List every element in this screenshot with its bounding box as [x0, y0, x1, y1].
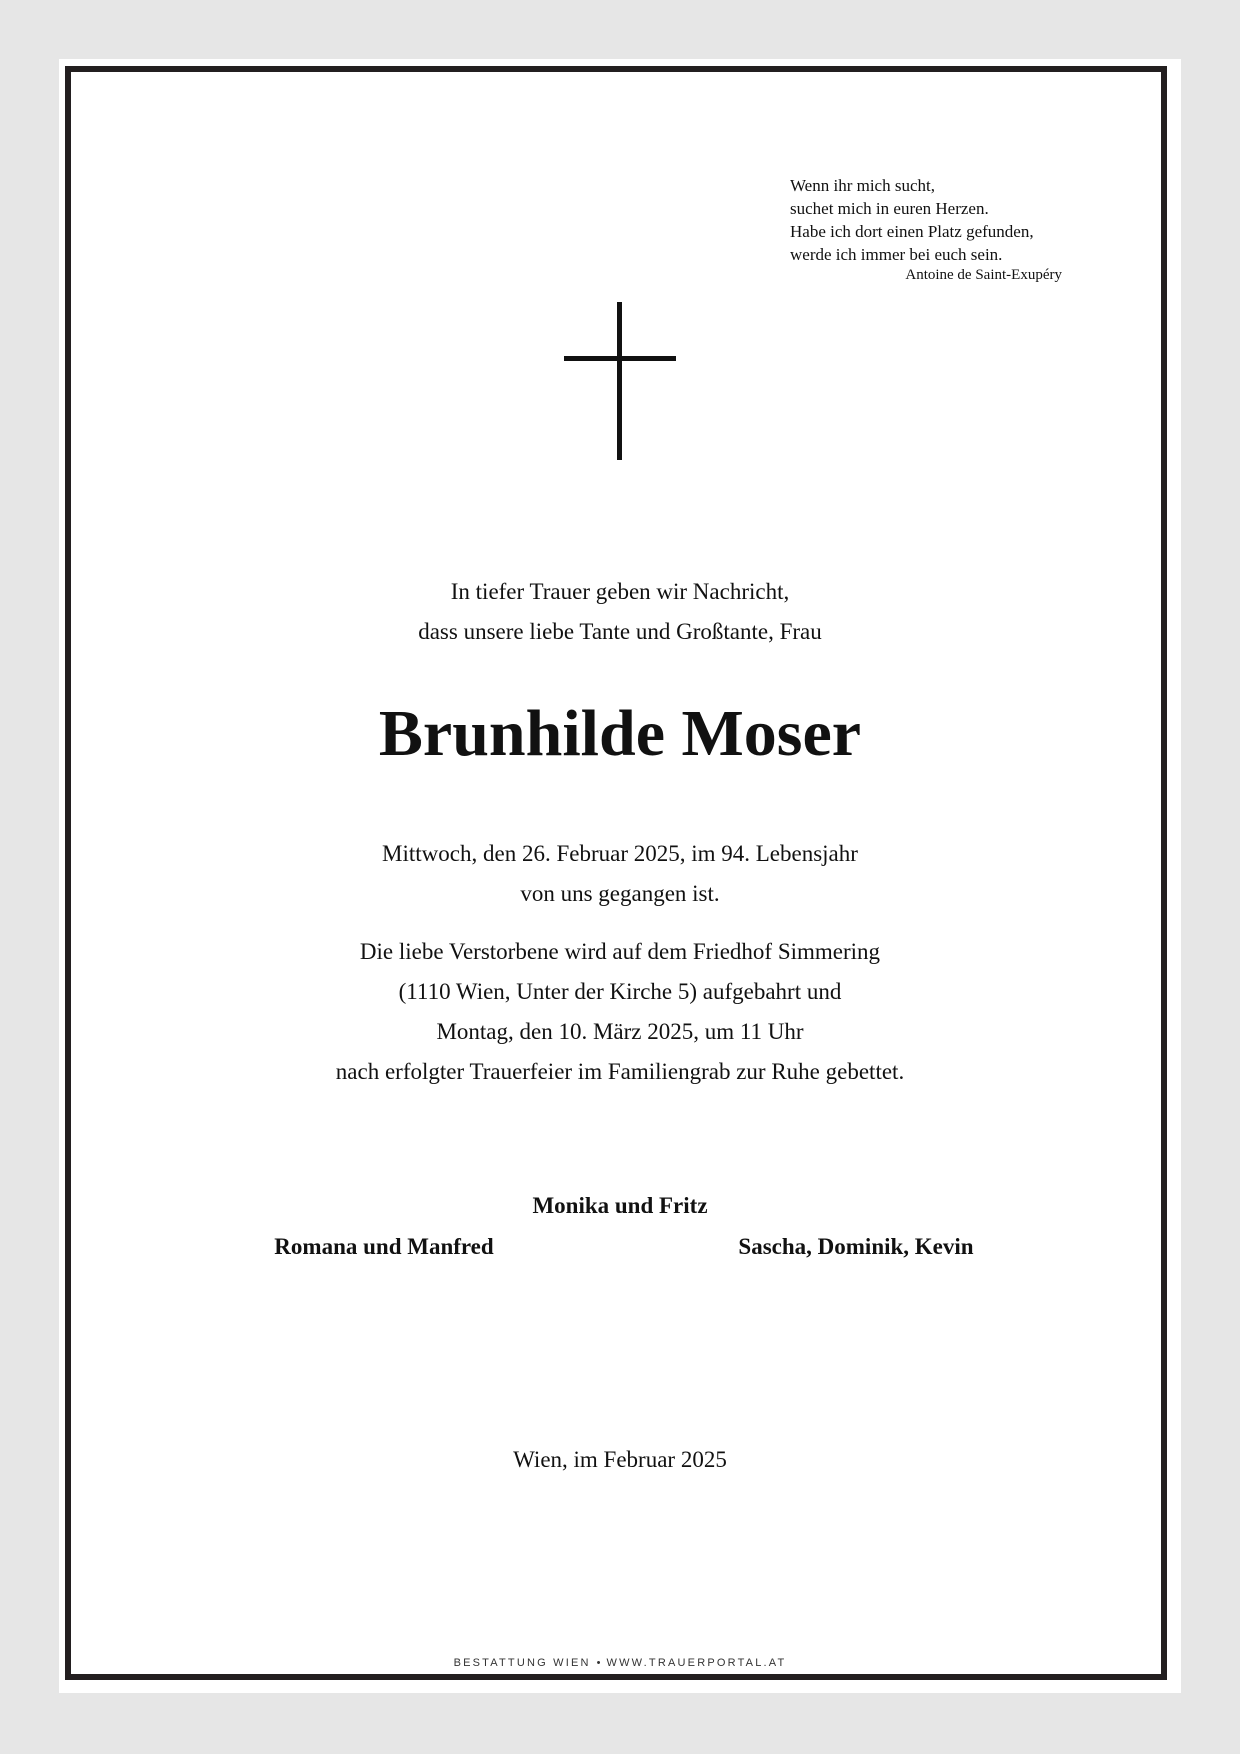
quote-author: Antoine de Saint-Exupéry: [905, 267, 1062, 283]
burial-line: nach erfolgter Trauerfeier im Familiengrab zur Ruhe gebettet.: [335, 1059, 905, 1084]
family-mourners-top: Monika und Fritz: [532, 1193, 708, 1218]
burial-line: Montag, den 10. März 2025, um 11 Uhr: [436, 1019, 804, 1044]
intro-line: dass unsere liebe Tante und Großtante, Frau: [418, 619, 822, 644]
intro-line: In tiefer Trauer geben wir Nachricht,: [450, 579, 790, 604]
footer-credit: [0, 1657, 1240, 1669]
footer-company: BESTATTUNG WIEN: [453, 1657, 591, 1669]
quote-line: Habe ich dort einen Platz gefunden,: [790, 222, 1034, 241]
family-mourners-right: Sascha, Dominik, Kevin: [738, 1234, 974, 1259]
death-line: von uns gegangen ist.: [520, 881, 720, 906]
quote-line: suchet mich in euren Herzen.: [790, 199, 989, 218]
death-notice: [0, 834, 1240, 914]
quote-line: werde ich immer bei euch sein.: [790, 245, 1003, 264]
cross-icon: [564, 302, 676, 460]
burial-details: [0, 932, 1240, 1092]
family-mourners-left: Romana und Manfred: [274, 1234, 494, 1259]
burial-line: Die liebe Verstorbene wird auf dem Friedhof Simmering: [359, 939, 881, 964]
place-date: Wien, im Februar 2025: [513, 1447, 727, 1472]
deceased-name: Brunhilde Moser: [378, 697, 862, 770]
memorial-quote: [790, 174, 1070, 286]
footer-website: WWW.TRAUERPORTAL.AT: [606, 1657, 787, 1669]
intro-text: [0, 572, 1240, 652]
footer-separator: •: [596, 1657, 601, 1669]
quote-line: Wenn ihr mich sucht,: [790, 176, 935, 195]
burial-line: (1110 Wien, Unter der Kirche 5) aufgebahrt und: [398, 979, 842, 1004]
death-line: Mittwoch, den 26. Februar 2025, im 94. Lebensjahr: [382, 841, 858, 866]
